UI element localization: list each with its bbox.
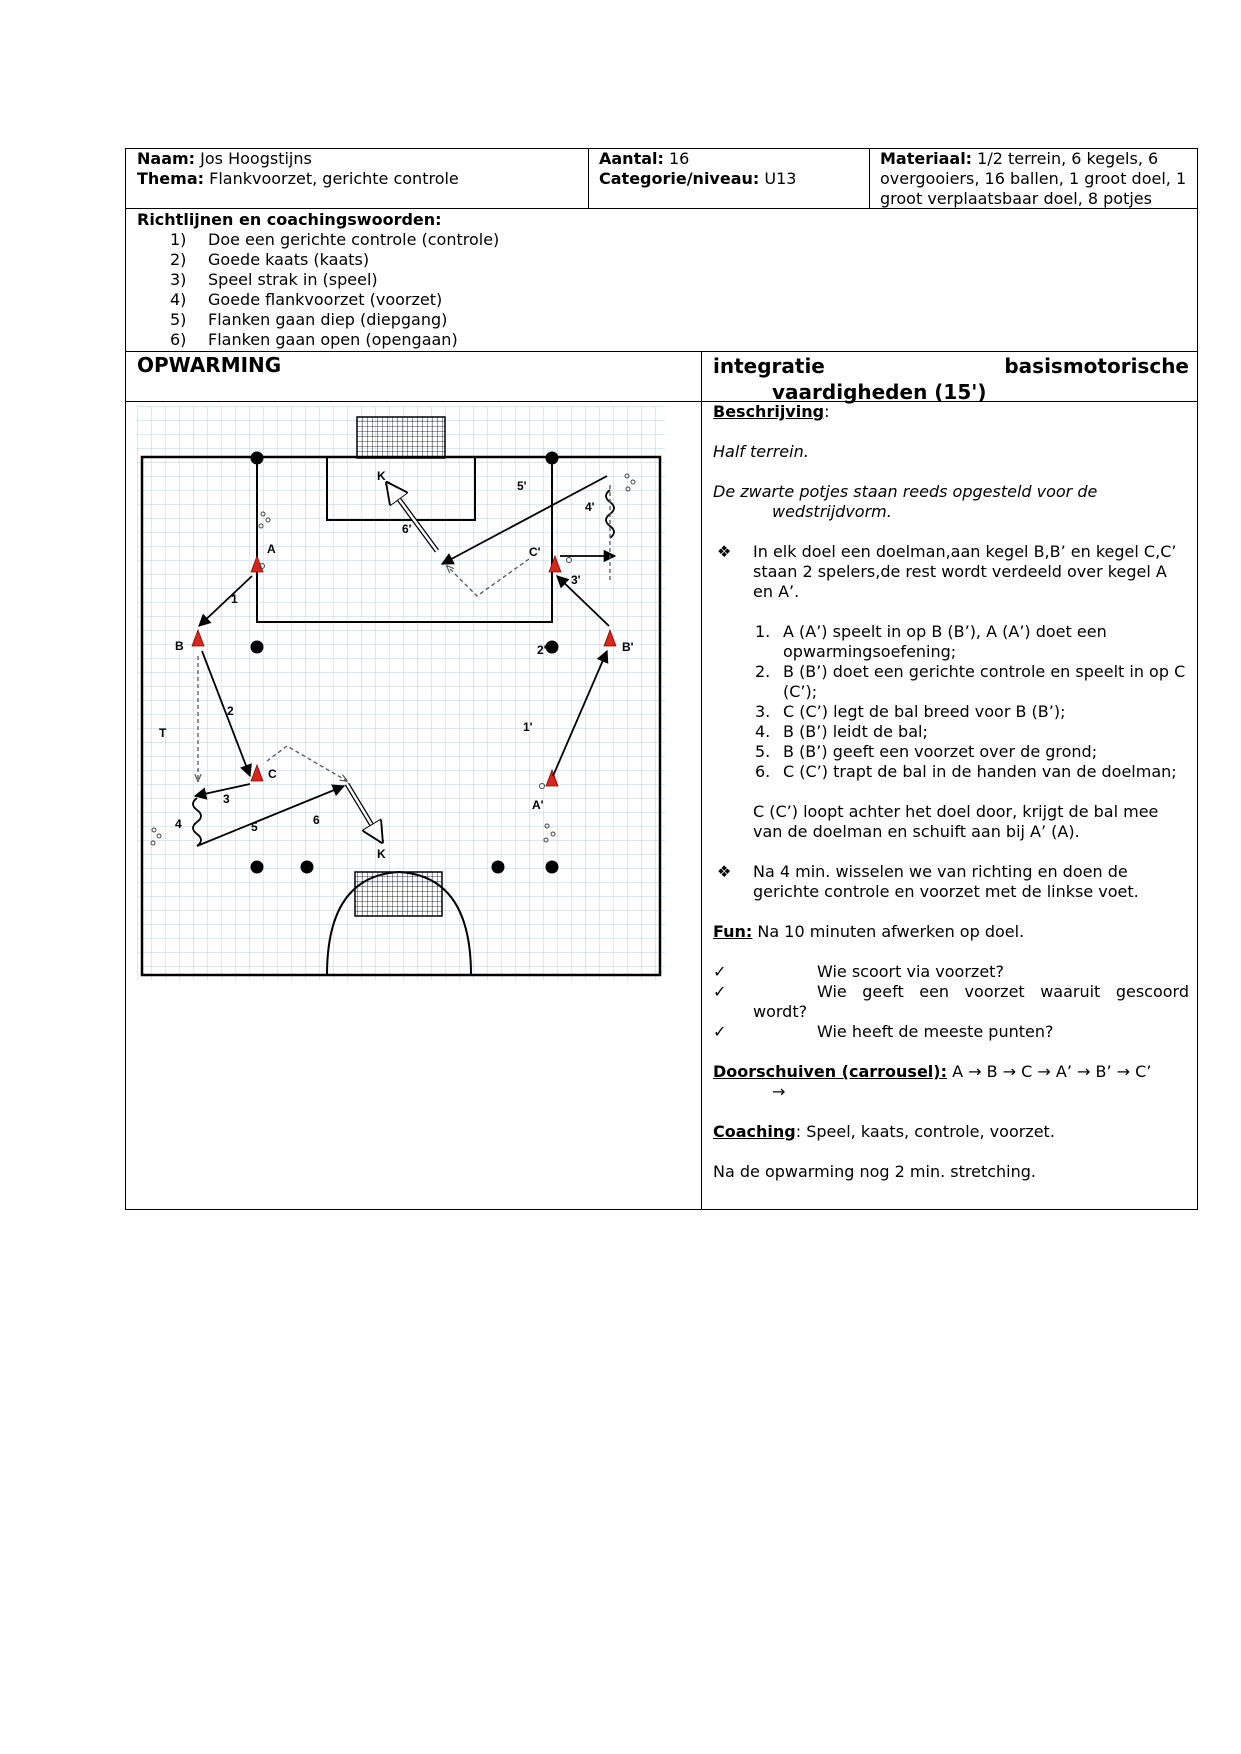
label-4p: 4' [585,500,595,514]
step-text: B (B’) geeft een voorzet over de grond; [783,742,1098,761]
label-Bp: B' [622,640,634,654]
step-item [713,702,1189,722]
guideline-number: 6) [170,330,187,349]
guideline-text: Doe een gerichte controle (controle) [208,230,500,249]
step-number: 3. [755,702,771,721]
check-3-text: Wie heeft de meeste punten? [817,1022,1054,1041]
fun-label: Fun: [713,922,753,941]
label-Ap: A' [532,798,544,812]
check-icon: ✓ [713,982,727,1001]
pot [546,641,559,654]
coaching-label: Coaching [713,1122,796,1141]
bullet-icon: ❖ [717,542,732,561]
step-number: 1. [755,622,771,641]
doorschuiven-arrow: → [772,1082,786,1101]
header-aantal-block [599,149,859,189]
doorschuiven-text: A → B → C → A’ → B’ → C’ [952,1062,1152,1081]
aantal-label: Aantal: [599,149,664,168]
guideline-text: Flanken gaan open (opengaan) [208,330,458,349]
check-1 [713,962,1189,982]
section-title-line-2: vaardigheden (15') [772,380,987,404]
divider [701,351,702,1210]
guideline-number: 3) [170,270,187,289]
bullet-2 [713,862,1189,902]
doorschuiven-label: Doorschuiven (carrousel): [713,1062,947,1081]
label-Cp: C' [529,545,541,559]
label-5: 5 [251,820,258,834]
guideline-item [137,270,1187,290]
step-number: 2. [755,662,771,681]
bullet-1-text: In elk doel een doelman,aan kegel B,B’ en kegel C,C’ staan 2 spelers,de rest wordt verdeeld over kegel A en A’. [753,542,1177,601]
guideline-text: Speel strak in (speel) [208,270,378,289]
header-materiaal-block [880,149,1192,209]
label-2p: 2' [537,643,547,657]
label-2: 2 [227,704,234,718]
steps-list [713,622,1189,782]
step-number: 5. [755,742,771,761]
check-icon: ✓ [713,1022,727,1041]
pot [251,452,264,465]
materiaal-label: Materiaal: [880,149,973,168]
guideline-number: 1) [170,230,187,249]
guideline-text: Goede flankvoorzet (voorzet) [208,290,443,309]
bullet-1 [713,542,1189,602]
guideline-item [137,290,1187,310]
guidelines-title: Richtlijnen en coachingswoorden: [137,210,442,229]
label-T: T [159,726,167,740]
half-terrein: Half terrein. [713,442,809,461]
guideline-item [137,230,1187,250]
guideline-text: Goede kaats (kaats) [208,250,370,269]
step-text: C (C’) trapt de bal in de handen van de doelman; [783,762,1177,781]
naam-label: Naam: [137,149,196,168]
header-naam-block [137,149,577,189]
naam-value: Jos Hoogstijns [200,149,312,168]
step-number: 6. [755,762,771,781]
pot [251,861,264,874]
label-C: C [268,767,277,781]
bullet-2-text: Na 4 min. wisselen we van richting en doen de gerichte controle en voorzet met de linkse voet. [753,862,1139,901]
label-1: 1 [231,592,238,606]
check-2-text-cont: wordt? [753,1002,808,1021]
pot [251,641,264,654]
section-title-word-1: integratie [713,354,825,378]
label-K-top: K [377,469,386,483]
beschrijving-label: Beschrijving [713,402,825,421]
zwarte-potjes-2: wedstrijdvorm. [772,502,892,521]
label-3: 3 [223,792,230,806]
zwarte-potjes-1: De zwarte potjes staan reeds opgesteld voor de [713,482,1098,501]
label-5p: 5' [517,479,527,493]
step-item [713,762,1189,782]
pot [492,861,505,874]
step-item [713,622,1189,662]
step-number: 4. [755,722,771,741]
thema-value: Flankvoorzet, gerichte controle [209,169,459,188]
materiaal-value: 1/2 terrein, 6 kegels, 6 overgooiers, 16 ballen, 1 groot doel, 1 groot verplaatsbaar doel, 8 potjes [880,149,1187,208]
section-title-word-2: basismotorische [1004,354,1189,378]
aantal-value: 16 [669,149,690,168]
check-1-text: Wie scoort via voorzet? [817,962,1004,981]
step-text: C (C’) legt de bal breed voor B (B’); [783,702,1066,721]
check-3 [713,1022,1189,1042]
pot [546,452,559,465]
beschrijving-colon: : [824,402,830,421]
step-text: B (B’) doet een gerichte controle en speelt in op C (C’); [783,662,1186,701]
label-B: B [175,639,184,653]
guideline-item [137,250,1187,270]
check-icon: ✓ [713,962,727,981]
guideline-number: 2) [170,250,187,269]
step-text: B (B’) leidt de bal; [783,722,928,741]
section-right-title [713,353,1189,405]
field-diagram [137,406,665,980]
check-2 [713,982,1189,1002]
divider [869,148,870,208]
divider [125,351,1198,352]
fun-text: Na 10 minuten afwerken op doel. [757,922,1025,941]
label-6: 6 [313,813,320,827]
divider [588,148,589,208]
guidelines-list [137,230,1187,350]
step-item [713,662,1189,702]
pot [301,861,314,874]
guidelines-block [137,210,1187,350]
c-loopt: C (C’) loopt achter het doel door, krijgt de bal mee van de doelman en schuift aan bij A’ (A). [753,802,1159,841]
step-item [713,742,1189,762]
bullet-icon: ❖ [717,862,732,881]
guideline-number: 5) [170,310,187,329]
check-2-text: Wie geeft een voorzet waaruit gescoord [817,982,1189,1001]
step-item [713,722,1189,742]
categorie-value: U13 [764,169,797,188]
guideline-text: Flanken gaan diep (diepgang) [208,310,448,329]
thema-label: Thema: [137,169,205,188]
coaching-text: : Speel, kaats, controle, voorzet. [795,1122,1055,1141]
guideline-number: 4) [170,290,187,309]
description-block [703,402,1199,1182]
guideline-item [137,310,1187,330]
stretching: Na de opwarming nog 2 min. stretching. [713,1162,1036,1181]
pot [546,861,559,874]
document [125,148,1198,1210]
label-3p: 3' [571,573,581,587]
label-A: A [267,542,276,556]
label-K-bottom: K [377,847,386,861]
label-1p: 1' [523,720,533,734]
categorie-label: Categorie/niveau: [599,169,760,188]
label-4: 4 [175,817,182,831]
step-text: A (A’) speelt in op B (B’), A (A’) doet een opwarmingsoefening; [783,622,1107,661]
guideline-item [137,330,1187,350]
section-left-title: OPWARMING [137,353,282,377]
top-goal [357,417,445,458]
label-6p: 6' [402,522,412,536]
